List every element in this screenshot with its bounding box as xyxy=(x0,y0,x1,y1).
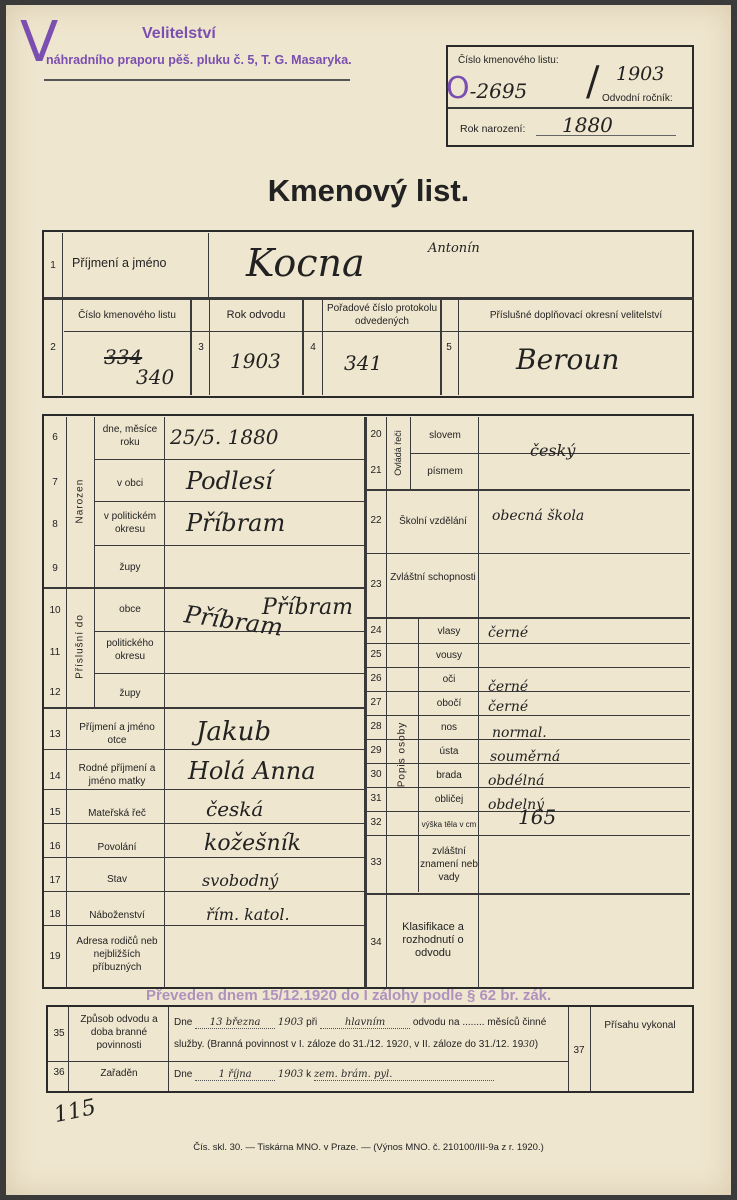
id-box-divider xyxy=(448,107,692,109)
stamp-unit: náhradního praporu pěš. pluku č. 5, T. G. Masaryka. xyxy=(46,53,352,67)
b-vlabel xyxy=(168,1007,169,1091)
r-h4 xyxy=(366,617,690,619)
s2-left-group xyxy=(94,417,95,707)
r36-k: k xyxy=(306,1069,312,1080)
row3-number: 3 xyxy=(198,342,204,353)
r35-text2: služby. (Branná povinnost v I. záloze do 31./12. 19 xyxy=(174,1039,398,1050)
r31-value: obdelný xyxy=(488,797,545,813)
r27-number: 27 xyxy=(370,697,382,708)
r35-pri: při xyxy=(306,1017,318,1028)
r7-value: Podlesí xyxy=(186,467,273,495)
r16-number: 16 xyxy=(49,841,61,852)
s1-vline-name xyxy=(208,233,209,298)
row4-number: 4 xyxy=(310,342,316,353)
r35-date: 13 března xyxy=(195,1017,275,1029)
l-h4 xyxy=(44,587,364,589)
narozeni-label: Rok narození: xyxy=(460,123,526,135)
r11-label: politického okresu xyxy=(106,638,154,662)
r-h2 xyxy=(366,489,690,491)
r28-value: normal. xyxy=(492,725,547,741)
r35-text-line2 xyxy=(174,1039,538,1050)
r-h3 xyxy=(366,553,690,554)
r33-number: 33 xyxy=(370,857,382,868)
l-h11 xyxy=(44,857,364,858)
r25-number: 25 xyxy=(370,649,382,660)
r6-value: 25/5. 1880 xyxy=(170,425,279,449)
page-title: Kmenový list. xyxy=(267,173,470,208)
r26-value: černé xyxy=(488,679,529,695)
r28-label: nos xyxy=(440,722,458,733)
r10-value: Příbram xyxy=(262,595,353,620)
r30-value: obdélná xyxy=(488,773,545,789)
row2-number: 2 xyxy=(50,342,56,353)
r11-value: Příbram xyxy=(182,600,285,642)
l-h8 xyxy=(44,749,364,750)
s2-right-num xyxy=(386,417,387,988)
r31-label: obličej xyxy=(434,794,464,805)
r13-number: 13 xyxy=(49,729,61,740)
r32-value: 165 xyxy=(518,805,557,829)
r-h5 xyxy=(366,643,418,644)
document-sheet xyxy=(6,5,731,1195)
r37-label: Přísahu vykonal xyxy=(604,1020,676,1031)
narozeni-value: 1880 xyxy=(562,113,613,137)
r19-label: Adresa rodičů neb nejbližších příbuzných xyxy=(76,936,158,973)
r35-text4: ) xyxy=(534,1039,539,1050)
s1-vline-num xyxy=(62,233,63,395)
footer-text: Čís. skl. 30. — Tiskárna MNO. v Praze. — (Výnos MNO. č. 210100/III-9a z r. 1920.) xyxy=(193,1142,544,1153)
r9-label: župy xyxy=(119,562,141,573)
stamp-title: Velitelství xyxy=(142,25,216,42)
r17-value: svobodný xyxy=(202,871,279,890)
r21-label: písmem xyxy=(427,466,463,477)
r12-label: župy xyxy=(119,688,141,699)
rocnik-label: Odvodní ročník: xyxy=(602,93,673,104)
r30-label: brada xyxy=(436,770,462,781)
row5-number: 5 xyxy=(446,342,452,353)
r32-label: výška těla v cm xyxy=(421,820,477,829)
s2-left-val xyxy=(164,417,165,988)
r26-label: oči xyxy=(442,674,456,685)
r20-number: 20 xyxy=(370,429,382,440)
prislusi-label: Příslušní do xyxy=(74,614,86,679)
r19-number: 19 xyxy=(49,951,61,962)
cislo-crossed: 334 xyxy=(104,345,143,369)
narozen-label: Narozen xyxy=(74,478,86,524)
r22-value: obecná škola xyxy=(492,508,585,524)
r8-label: v politickém okresu xyxy=(103,511,157,535)
r35-text1: odvodu na ........ měsíců činné xyxy=(412,1017,547,1028)
id-slash: / xyxy=(586,59,600,105)
r14-number: 14 xyxy=(49,771,61,782)
r36-date: 1 října xyxy=(195,1069,275,1081)
l-h1 xyxy=(94,459,364,460)
surname: Kocna xyxy=(246,241,365,285)
l-h3 xyxy=(94,545,364,546)
r22-label: Školní vzdělání xyxy=(399,516,467,527)
r11-number: 11 xyxy=(49,647,61,658)
b-v37 xyxy=(568,1007,569,1091)
r25-label: vousy xyxy=(435,650,463,661)
b-v37b xyxy=(590,1007,591,1091)
r28-number: 28 xyxy=(370,721,382,732)
r23-label: Zvláštní schopnosti xyxy=(390,572,476,583)
r34-number: 34 xyxy=(370,937,382,948)
r27-label: obočí xyxy=(436,698,462,709)
s1-vline-num4 xyxy=(322,299,323,395)
b-vnum xyxy=(68,1007,69,1091)
r14-label: Rodné příjmení a jméno matky xyxy=(78,763,156,787)
cislo-value: 340 xyxy=(136,365,175,389)
row1-label: Příjmení a jméno xyxy=(72,256,167,270)
r8-number: 8 xyxy=(52,519,58,530)
l-h9 xyxy=(44,789,364,790)
s1-hline xyxy=(44,297,694,300)
r13-value: Jakub xyxy=(196,717,272,747)
l-h12 xyxy=(44,891,364,892)
s2-right-val xyxy=(478,417,479,988)
r8-value: Příbram xyxy=(186,509,286,537)
r18-value: řím. katol. xyxy=(206,905,290,924)
r36-label: Zařaděn xyxy=(100,1068,138,1079)
r17-number: 17 xyxy=(49,875,61,886)
r36-dne: Dne xyxy=(174,1069,193,1080)
r33-label: zvláštní znamení neb vady xyxy=(420,846,478,883)
r36-number: 36 xyxy=(53,1067,65,1078)
r35-number: 35 xyxy=(53,1028,65,1039)
col-poradove: Pořadové číslo protokolu odvedených xyxy=(326,303,438,327)
r31-number: 31 xyxy=(370,793,382,804)
r35-y2: 30 xyxy=(523,1040,535,1050)
r-h5b xyxy=(418,643,690,644)
r24-value: černé xyxy=(488,625,529,641)
r12-number: 12 xyxy=(49,687,61,698)
r17-label: Stav xyxy=(106,874,127,885)
r7-number: 7 xyxy=(52,477,58,488)
r35-text xyxy=(174,1017,546,1029)
r35-y1: 20 xyxy=(397,1040,409,1050)
r35-dne: Dne xyxy=(174,1017,193,1028)
r18-label: Náboženství xyxy=(89,910,145,921)
r24-label: vlasy xyxy=(437,626,461,637)
r20-value: český xyxy=(530,441,576,460)
l-h2 xyxy=(94,501,364,502)
ovlada-reci-label: Ovládá řeči xyxy=(393,430,403,476)
r29-value: souměrná xyxy=(490,749,561,765)
col-prislusne: Příslušné doplňovací okresní velitelství xyxy=(489,310,663,321)
r18-number: 18 xyxy=(49,909,61,920)
r26-number: 26 xyxy=(370,673,382,684)
firstname: Antonín xyxy=(428,241,480,256)
r35-label: Způsob odvodu a doba branné povinnosti xyxy=(80,1014,158,1051)
prislusne-value: Beroun xyxy=(516,343,620,376)
r29-number: 29 xyxy=(370,745,382,756)
r16-label: Povolání xyxy=(97,842,137,853)
r24-number: 24 xyxy=(370,625,382,636)
r15-number: 15 xyxy=(49,807,61,818)
r14-value: Holá Anna xyxy=(188,757,316,785)
col-cislo: Číslo kmenového listu xyxy=(78,310,176,321)
r22-number: 22 xyxy=(370,515,382,526)
r35-hw: hlavním xyxy=(320,1017,410,1029)
l-h10 xyxy=(44,823,364,824)
r30-number: 30 xyxy=(370,769,382,780)
r13-label: Příjmení a jméno otce xyxy=(79,722,155,746)
r-h14 xyxy=(366,893,690,895)
r36-year: 1903 xyxy=(277,1069,304,1080)
l-h6 xyxy=(94,673,364,674)
r27-value: černé xyxy=(488,699,529,715)
r36-hw: zem. brám. pyl. xyxy=(314,1069,494,1081)
r6-number: 6 xyxy=(52,432,58,443)
r16-value: kožešník xyxy=(204,831,302,856)
r10-number: 10 xyxy=(49,605,61,616)
rok-value: 1903 xyxy=(230,349,281,373)
stamp-underline xyxy=(44,79,350,81)
s2-left-num xyxy=(66,417,67,988)
r20-label: slovem xyxy=(429,430,461,441)
r36-text xyxy=(174,1069,494,1081)
popis-osoby-label: Popis osoby xyxy=(396,721,408,788)
s1-subline xyxy=(64,331,692,332)
check-mark: V xyxy=(20,10,59,75)
l-h13 xyxy=(44,925,364,926)
r32-number: 32 xyxy=(370,817,382,828)
cislo-label: Číslo kmenového listu: xyxy=(458,55,559,66)
r10-label: obce xyxy=(119,604,141,615)
r34-label: Klasifikace a rozhodnutí o odvodu xyxy=(402,921,464,959)
s2-right-popis xyxy=(418,617,419,892)
r9-number: 9 xyxy=(52,563,58,574)
s1-vline-num5 xyxy=(458,299,459,395)
poradove-value: 341 xyxy=(344,351,383,375)
transfer-stamp: Převeden dnem 15/12.1920 do I zálohy podle § 62 br. zák. xyxy=(146,987,552,1004)
l-h7 xyxy=(44,707,364,709)
r15-label: Mateřská řeč xyxy=(88,808,146,819)
hand-note: 115 xyxy=(51,1094,99,1129)
r35-text3: , v II. záloze do 31./12. 19 xyxy=(408,1039,524,1050)
r35-year: 1903 xyxy=(277,1017,304,1028)
row1-number: 1 xyxy=(50,260,56,271)
rocnik-value: 1903 xyxy=(616,63,665,85)
r7-label: v obci xyxy=(116,478,144,489)
r29-label: ústa xyxy=(439,746,459,757)
r-h6 xyxy=(366,667,690,668)
r6-label: dne, měsíce roku xyxy=(102,424,158,448)
b-hline xyxy=(48,1061,568,1062)
r23-number: 23 xyxy=(370,579,382,590)
col-rok: Rok odvodu xyxy=(226,309,286,321)
r37-number: 37 xyxy=(573,1045,585,1056)
r-h13 xyxy=(366,835,690,836)
r15-value: česká xyxy=(206,797,264,821)
cislo-value: O-2695 xyxy=(446,71,528,106)
r-h8 xyxy=(366,715,690,716)
r21-number: 21 xyxy=(370,465,382,476)
